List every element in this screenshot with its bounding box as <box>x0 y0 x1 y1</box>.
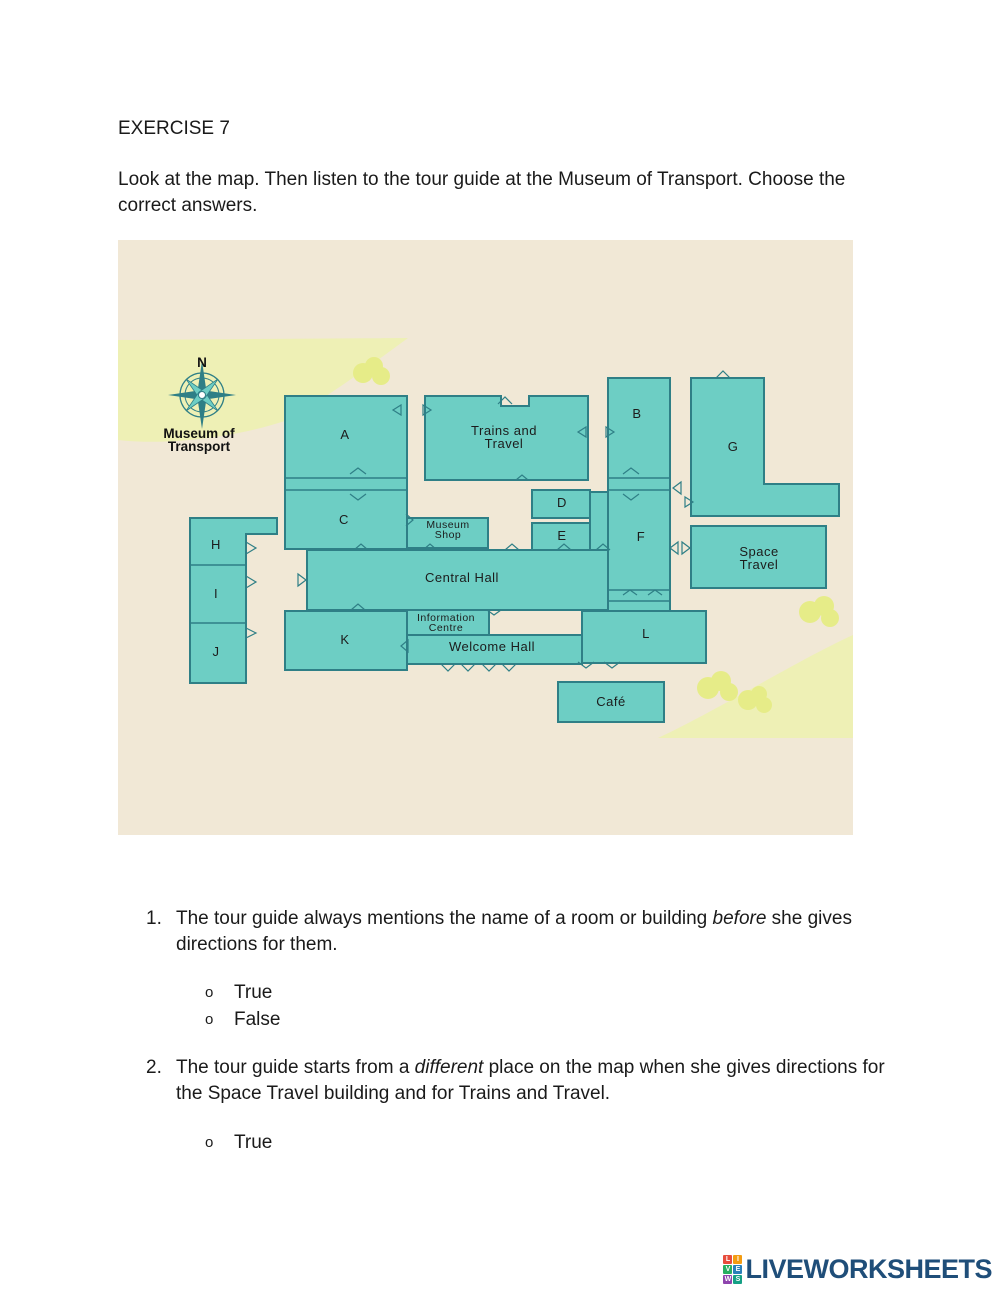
room-label-cafe: Café <box>596 694 626 709</box>
instructions: Look at the map. Then listen to the tour guide at the Museum of Transport. Choose the correct answers. <box>118 169 846 216</box>
room-label-trains-1: Trains and <box>471 423 537 438</box>
question-number: 2. <box>146 1057 162 1078</box>
room-label-c: C <box>339 512 349 527</box>
room-label-g: G <box>727 439 739 454</box>
option-label: True <box>234 982 273 1003</box>
radio-bullet-icon[interactable]: o <box>205 984 214 1001</box>
radio-bullet-icon[interactable]: o <box>205 1011 214 1028</box>
question-2 <box>146 1055 906 1107</box>
question-2-option-true[interactable] <box>205 1130 272 1156</box>
room-label-shop-2: Shop <box>434 529 462 541</box>
room-label-k: K <box>340 632 350 647</box>
question-text: The tour guide starts from a different place on the map when she gives directions for the Space Travel building and for Trains and Travel. <box>176 1057 885 1104</box>
room-label-d: D <box>557 495 567 510</box>
liveworksheets-logo-icon: L I V E W S <box>723 1255 742 1284</box>
museum-map-svg <box>118 240 853 835</box>
room-label-i: I <box>213 586 219 601</box>
corridor-right <box>590 492 608 550</box>
room-label-space-2: Travel <box>739 557 779 572</box>
room-label-space-1: Space <box>739 544 779 559</box>
room-label-trains-2: Travel <box>484 436 524 451</box>
question-number: 1. <box>146 908 162 929</box>
radio-bullet-icon[interactable]: o <box>205 1134 214 1151</box>
room-label-b: B <box>632 406 642 421</box>
map-title-line1: Museum of <box>163 426 235 441</box>
room-label-h: H <box>211 537 221 552</box>
room-label-central-hall: Central Hall <box>425 570 499 585</box>
room-label-a: A <box>340 427 350 442</box>
question-1 <box>146 906 906 958</box>
room-label-l: L <box>642 626 650 641</box>
exercise-title: EXERCISE 7 <box>118 118 230 139</box>
room-label-e: E <box>557 528 567 543</box>
room-label-shop-1: Museum <box>426 519 470 531</box>
question-text: The tour guide always mentions the name of a room or building before she gives directions for them. <box>176 908 852 955</box>
map-title-line2: Transport <box>167 439 231 454</box>
compass-north-label: N <box>197 355 207 370</box>
liveworksheets-wordmark: LIVEWORKSHEETS <box>745 1253 992 1284</box>
question-1-option-false[interactable] <box>205 1007 280 1033</box>
question-1-option-true[interactable] <box>205 980 272 1006</box>
option-label: False <box>234 1009 281 1030</box>
room-label-f: F <box>636 529 646 544</box>
room-label-info-2: Centre <box>428 622 464 634</box>
room-label-info-1: Information <box>416 612 476 624</box>
liveworksheets-brand <box>723 1254 992 1284</box>
room-label-j: J <box>212 644 220 659</box>
option-label: True <box>234 1132 273 1153</box>
museum-map <box>118 240 853 835</box>
room-label-welcome-hall: Welcome Hall <box>449 639 535 654</box>
